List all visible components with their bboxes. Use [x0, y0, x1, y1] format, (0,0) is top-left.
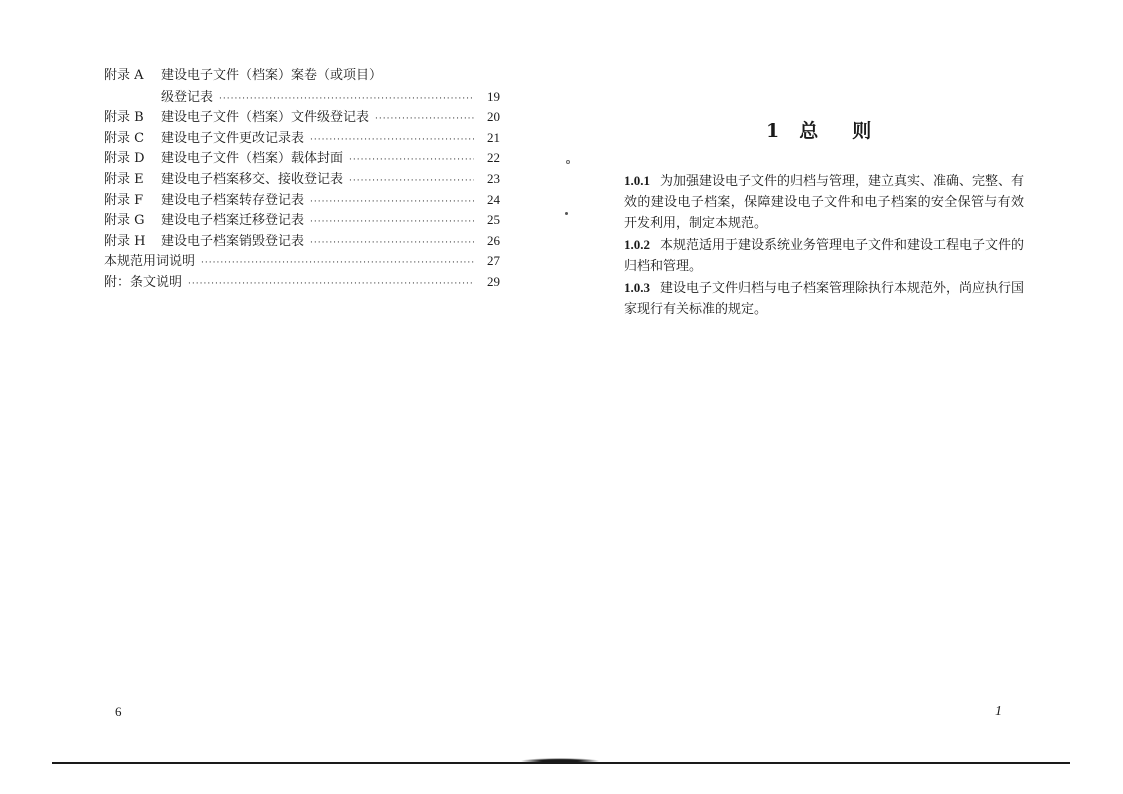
toc-entry-title: 建设电子档案转存登记表 — [161, 192, 305, 208]
page-number-left: 6 — [115, 704, 122, 719]
chapter-title-part1: 总 — [799, 120, 821, 142]
toc-entry-title: 级登记表 — [161, 89, 214, 105]
table-of-contents — [104, 66, 500, 293]
clause-text: 建设电子文件归档与电子档案管理除执行本规范外，尚应执行国家现行有关标准的规定。 — [624, 281, 1025, 317]
scan-speck — [566, 160, 570, 164]
toc-entry-code: 附录 E — [104, 171, 144, 187]
scan-speck — [565, 212, 568, 215]
toc-entry-appendix-h — [104, 231, 500, 252]
toc-entry-code: 附录 C — [104, 130, 145, 146]
toc-entry-article-explanation — [104, 272, 500, 293]
clause-text: 本规范适用于建设系统业务管理电子文件和建设工程电子文件的归档和管理。 — [624, 238, 1025, 274]
toc-entry-appendix-a-continued — [104, 87, 500, 108]
toc-dot-leader — [188, 274, 474, 295]
chapter-number: 1 — [766, 120, 782, 142]
clause-text: 为加强建设电子文件的归档与管理，建立真实、准确、完整、有效的建设电子档案，保障建设电子文件和电子档案的安全保管与有效开发利用，制定本规范。 — [624, 174, 1025, 231]
toc-entry-title: 建设电子文件（档案）载体封面 — [161, 151, 344, 167]
toc-dot-leader — [349, 171, 474, 192]
toc-entry-page: 27 — [487, 253, 500, 269]
scan-bottom-rule — [52, 762, 1070, 764]
toc-entry-title: 建设电子档案销毁登记表 — [161, 233, 305, 249]
toc-entry-page: 22 — [487, 150, 500, 166]
clause-number: 1.0.1 — [624, 173, 650, 188]
toc-dot-leader — [349, 150, 474, 171]
toc-entry-page: 21 — [487, 129, 500, 145]
toc-entry-appendix-a — [104, 66, 500, 87]
toc-entry-page: 20 — [487, 109, 500, 125]
toc-entry-page: 23 — [487, 170, 500, 186]
toc-entry-title: 本规范用词说明 — [104, 254, 196, 270]
toc-entry-appendix-f — [104, 190, 500, 211]
toc-dot-leader — [310, 233, 474, 254]
chapter-title-part2: 则 — [852, 120, 874, 142]
page-number-right: 1 — [995, 704, 1002, 719]
clause-1-0-3 — [624, 277, 1024, 320]
toc-entry-page: 19 — [487, 88, 500, 104]
toc-dot-leader — [310, 212, 474, 233]
toc-entry-title: 建设电子档案迁移登记表 — [161, 213, 305, 229]
chapter-title — [766, 116, 873, 143]
toc-entry-code: 附录 D — [104, 151, 145, 167]
chapter-body — [624, 170, 1024, 320]
toc-entry-appendix-d — [104, 148, 500, 169]
toc-dot-leader — [201, 253, 474, 274]
clause-number: 1.0.3 — [624, 280, 650, 295]
clause-number: 1.0.2 — [624, 237, 650, 252]
toc-entry-title: 附：条文说明 — [104, 274, 183, 290]
toc-entry-appendix-c — [104, 128, 500, 149]
toc-entry-title: 建设电子档案移交、接收登记表 — [161, 171, 344, 187]
toc-entry-code: 附录 F — [104, 192, 144, 208]
toc-entry-page: 24 — [487, 191, 500, 207]
toc-entry-appendix-e — [104, 169, 500, 190]
toc-dot-leader — [375, 109, 474, 130]
toc-entry-page: 26 — [487, 232, 500, 248]
toc-entry-code: 附录 A — [104, 68, 144, 83]
toc-entry-code: 附录 H — [104, 233, 146, 249]
toc-entry-appendix-g — [104, 210, 500, 231]
toc-entry-title: 建设电子文件（档案）案卷（或项目） — [161, 68, 383, 83]
toc-entry-title: 建设电子文件（档案）文件级登记表 — [161, 110, 370, 126]
toc-dot-leader — [219, 89, 474, 110]
toc-entry-wording-explanation — [104, 251, 500, 272]
toc-entry-code: 附录 G — [104, 213, 145, 229]
clause-1-0-1 — [624, 170, 1024, 234]
toc-entry-page: 25 — [487, 212, 500, 228]
toc-dot-leader — [310, 192, 474, 213]
toc-entry-page: 29 — [487, 273, 500, 289]
toc-entry-code: 附录 B — [104, 110, 144, 126]
toc-entry-appendix-b — [104, 107, 500, 128]
clause-1-0-2 — [624, 234, 1024, 277]
toc-entry-title: 建设电子文件更改记录表 — [161, 130, 305, 146]
toc-dot-leader — [310, 130, 474, 151]
